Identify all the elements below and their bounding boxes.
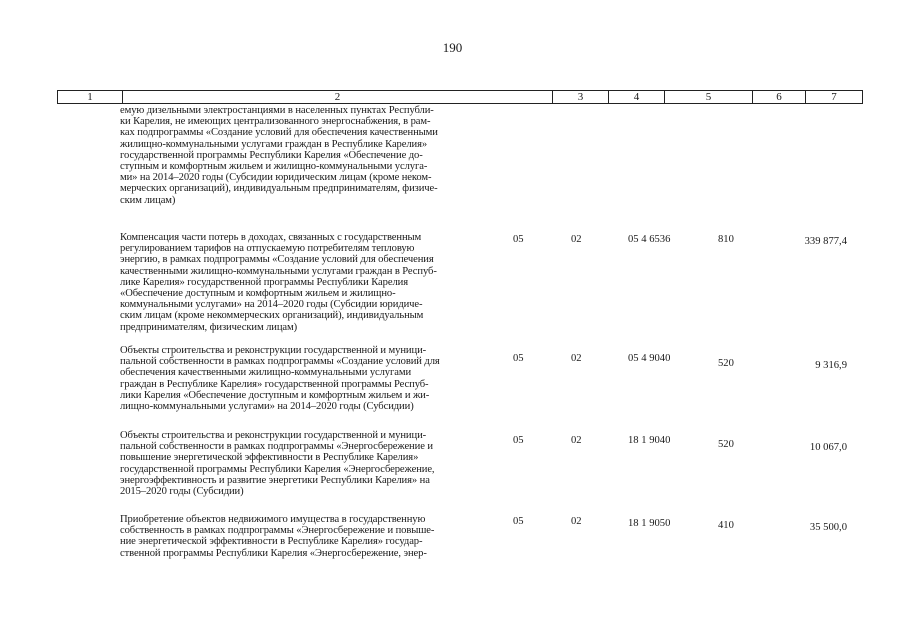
header-col-5: 5 — [664, 91, 752, 103]
row-amount: 339 877,4 — [804, 236, 847, 247]
row-subsection-code: 02 — [571, 234, 582, 245]
page-number: 190 — [442, 40, 463, 55]
row-description: емую дизельными электростанциями в населенных пунктах Республи- ки Карелия, не имеющих централизованного энергоснабжения, в рам- ках подпрограммы «Создание условий для обеспечения качественными жилищно-коммунальными услугами граждан в Республике Карелия» государственной программы Республики Карелия «Обеспечение до- ступным и комфортным жильем и жилищно-коммунальными услуга- ми» на 2014–2020 годы (Субсидии юридическим лицам (кроме неком- мерческих организаций), индивидуальным предпринимателям, физиче- ским лицам) — [120, 105, 438, 206]
row-subsection-code: 02 — [571, 516, 582, 527]
row-target-code: 05 4 9040 — [628, 353, 671, 364]
row-amount: 35 500,0 — [809, 522, 847, 533]
row-description: Приобретение объектов недвижимого имущества в государственную собственность в рамках подпрограммы «Энергосбережение и повыше- ние энергетической эффективности в Республике Карелия» государ- ственной программы Республики Карелия «Энергосбережение, энер- — [120, 514, 435, 559]
header-col-7: 7 — [805, 91, 862, 103]
row-amount: 10 067,0 — [809, 442, 847, 453]
row-section-code: 05 — [513, 353, 524, 364]
row-section-code: 05 — [513, 234, 524, 245]
row-description: Объекты строительства и реконструкции государственной и муници- пальной собственности в рамках подпрограммы «Энергосбережение и повышение энергетической эффективности в Республике Карелия» государственной программы Республики Карелия «Энергосбережение, энергоэффективность и развитие энергетики Республики Карелия» на 2015–2020 годы (Субсидии) — [120, 430, 435, 498]
row-target-code: 18 1 9050 — [628, 518, 671, 529]
row-amount: 9 316,9 — [815, 360, 847, 371]
row-expense-type: 810 — [718, 234, 734, 245]
row-expense-type: 520 — [718, 439, 734, 450]
row-subsection-code: 02 — [571, 353, 582, 364]
header-col-3: 3 — [552, 91, 608, 103]
row-target-code: 05 4 6536 — [628, 234, 671, 245]
header-col-2: 2 — [122, 91, 552, 103]
row-section-code: 05 — [513, 435, 524, 446]
row-description: Объекты строительства и реконструкции государственной и муници- пальной собственности в рамках подпрограммы «Создание условий для обеспечения качественными жилищно-коммунальными услугами граждан в Республике Карелия» государственной программы Респуб- лики Карелия «Обеспечение доступным и комфортным жильем и жи- лищно-коммунальными услугами» на 2014–2020 годы (Субсидии) — [120, 345, 440, 413]
row-section-code: 05 — [513, 516, 524, 527]
row-target-code: 18 1 9040 — [628, 435, 671, 446]
header-col-1: 1 — [87, 91, 93, 103]
row-expense-type: 410 — [718, 520, 734, 531]
row-expense-type: 520 — [718, 358, 734, 369]
header-col-4: 4 — [608, 91, 664, 103]
header-col-6: 6 — [752, 91, 805, 103]
row-subsection-code: 02 — [571, 435, 582, 446]
row-description: Компенсация части потерь в доходах, связанных с государственным регулированием тарифов на отпускаемую потребителям тепловую энергию, в рамках подпрограммы «Создание условий для обеспечения качественными жилищно-коммунальными услугами граждан в Респуб- лике Карелия» государственной программы Республики Карелия «Обеспечение доступным и комфортным жильем и жилищно- коммунальными услугами» на 2014–2020 годы (Субсидии юридиче- ским лицам (кроме некоммерческих организаций), индивидуальным предпринимателям, физическим лицам) — [120, 232, 437, 333]
